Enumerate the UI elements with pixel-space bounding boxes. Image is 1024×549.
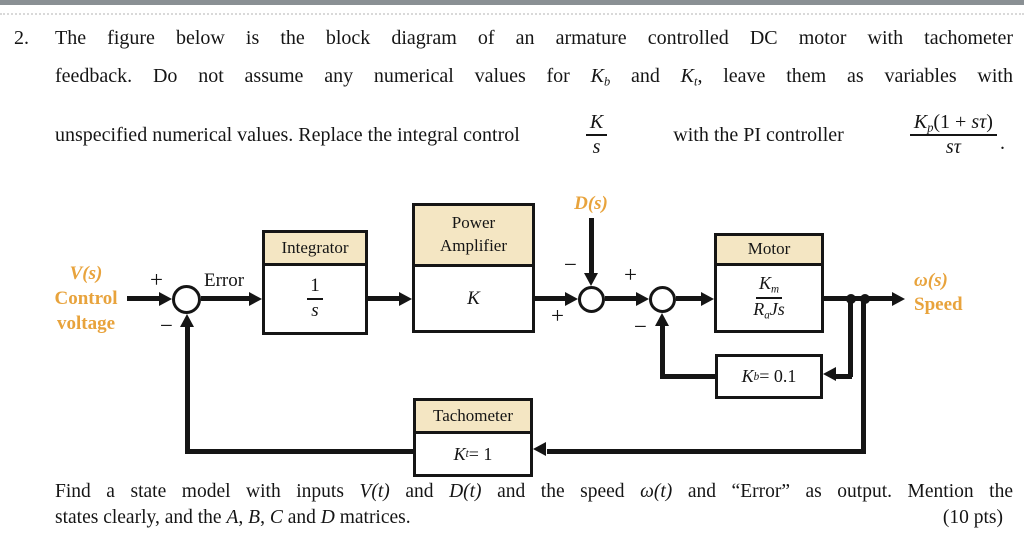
error-signal-label: Error (204, 270, 245, 291)
plus-sign-backemf: + (624, 262, 637, 287)
fraction-denominator: sτ (945, 136, 961, 159)
minus-sign-disturbance: − (564, 252, 577, 277)
motor-block-title: Motor (717, 236, 821, 266)
connector-input-to-sum (127, 296, 161, 301)
disturbance-signal-label: D(s) (574, 193, 608, 214)
tachometer-block-body: K t = 1 (453, 443, 493, 464)
arrowhead-into-tachometer (533, 442, 546, 456)
arrowhead-backemf-to-sum (655, 313, 669, 326)
connector-disturbance-down (589, 218, 594, 274)
plus-sign-input: + (150, 267, 163, 292)
summing-junction-backemf (649, 286, 676, 313)
problem-line-3-pre: unspecified numerical values. Replace the integral control (55, 123, 520, 146)
minus-sign-input: − (160, 313, 173, 338)
motor-block-body (717, 266, 821, 330)
pi-controller-fraction-group (910, 111, 1005, 160)
minus-sign-backemf: − (634, 314, 647, 339)
problem-line-3-mid: with the PI controller (673, 123, 844, 146)
arrowhead-into-backemf (823, 367, 836, 381)
top-divider-bar (0, 0, 1024, 5)
output-signal-symbol: ω(s) (914, 270, 948, 291)
motor-transfer-function (753, 273, 785, 322)
arrowhead-amplifier-to-sum (565, 292, 578, 306)
integral-control-fraction (586, 111, 607, 159)
arrowhead-sum-to-motor (701, 292, 714, 306)
connector-motor-to-output (824, 296, 894, 301)
power-amplifier-title-line2: Amplifier (439, 236, 508, 255)
connector-integrator-to-amplifier (368, 296, 400, 301)
connector-tachometer-down (861, 299, 866, 452)
input-label-line2: voltage (56, 313, 116, 334)
arrowhead-error-to-integrator (249, 292, 262, 306)
connector-amplifier-to-sum (535, 296, 566, 301)
arrowhead-sum-to-sum (636, 292, 649, 306)
integrator-transfer-function (307, 275, 323, 323)
power-amplifier-block (412, 203, 535, 333)
integrator-block (262, 230, 368, 335)
fraction-numerator: 1 (307, 275, 323, 300)
problem-line-2: feedback. Do not assume any numerical values for $K_b$ and $K_t$, leave them as variables with (55, 65, 1013, 89)
connector-backemf-out (660, 374, 715, 379)
sentence-period: . (999, 132, 1005, 155)
input-signal-symbol: V(s) (69, 263, 103, 284)
output-signal-label (914, 269, 963, 317)
integrator-block-title: Integrator (265, 233, 365, 266)
power-amplifier-title-line1: Power (451, 213, 496, 233)
question-line-2 (55, 507, 1013, 529)
points-label: (10 pts) (942, 507, 1003, 528)
fraction-denominator: s (592, 136, 601, 158)
connector-feedback-up (185, 325, 190, 454)
power-amplifier-block-title (415, 206, 532, 267)
connector-backemf-up (660, 324, 665, 376)
connector-backemf-left (836, 374, 852, 379)
problem-line-3 (55, 100, 1005, 170)
problem-number: 2. (14, 27, 29, 49)
input-signal-label (45, 261, 127, 336)
pi-controller-fraction (910, 111, 997, 160)
question-line-1: Find a state model with inputs V(t) and D(t) and the speed ω(t) and “Error” as output. Mention the (55, 481, 1014, 502)
fraction-denominator: $R_aJs$ (753, 299, 785, 322)
tachometer-block (413, 398, 533, 477)
arrowhead-output (892, 292, 905, 306)
fraction-numerator: K (586, 111, 607, 136)
connector-tachometer-left (547, 449, 866, 454)
arrowhead-input-to-sum (159, 292, 172, 306)
summing-junction-input (172, 285, 201, 314)
output-label-line1: Speed (914, 294, 963, 315)
dashed-rule (0, 13, 1024, 15)
question-line-2-text: states clearly, and the A, B, C and D matrices. (55, 507, 411, 528)
plus-sign-disturbance: + (551, 303, 564, 328)
fraction-numerator: $K_m$ (756, 273, 782, 299)
problem-line-1: The figure below is the block diagram of an armature controlled DC motor with tachometer (55, 27, 1013, 49)
connector-backemf-down (848, 299, 853, 377)
arrowhead-integrator-to-amplifier (399, 292, 412, 306)
connector-tachometer-out (185, 449, 413, 454)
arrowhead-disturbance-down (584, 273, 598, 286)
power-amplifier-block-body: K (467, 287, 480, 309)
connector-sum-to-motor (676, 296, 702, 301)
summing-junction-disturbance (578, 286, 605, 313)
fraction-numerator: $K_p(1 + s\tau)$ (910, 111, 997, 137)
connector-sum-to-sum (605, 296, 637, 301)
integrator-block-body (265, 266, 365, 332)
back-emf-block (715, 354, 823, 399)
connector-error-to-integrator (201, 296, 250, 301)
motor-block (714, 233, 824, 333)
fraction-denominator: s (311, 300, 319, 321)
arrowhead-feedback-to-sum (180, 314, 194, 327)
tachometer-block-title: Tachometer (416, 401, 530, 434)
input-label-line1: Control (54, 288, 118, 309)
back-emf-block-body: K b = 0.1 (741, 366, 797, 386)
